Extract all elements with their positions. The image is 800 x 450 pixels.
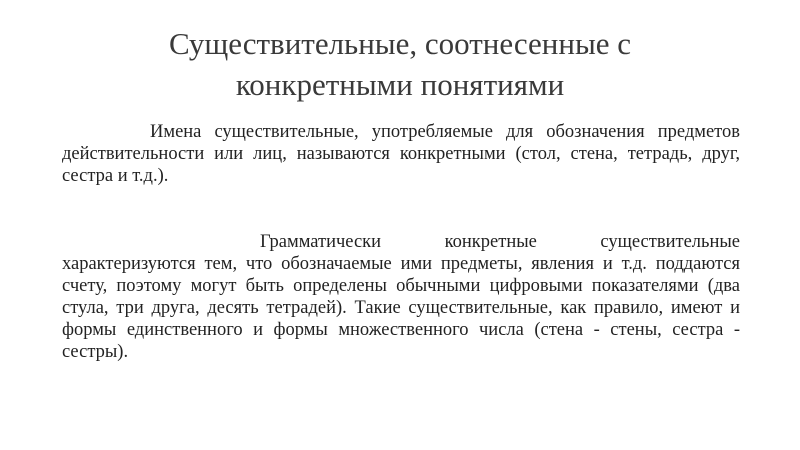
slide-body xyxy=(62,121,740,363)
paragraph-grammar: Грамматически конкретные существительные характеризуются тем, что обозначаемые ими предметы, явления и т.д. поддаются счету, поэтому могут быть определены обычными цифровыми показателями (два стула, три друга, десять тетрадей). Такие существительные, как правило, имеют и формы единственного и формы множественного числа (стена - стены, сестра - сестры). xyxy=(62,232,740,362)
paragraph-definition: Имена существительные, употребляемые для обозначения предметов действительности или лиц, называются конкретными (стол, стена, тетрадь, друг, сестра и т.д.). xyxy=(62,122,740,186)
slide-title: Существительные, соотнесенные с конкретными понятиями xyxy=(168,26,632,102)
